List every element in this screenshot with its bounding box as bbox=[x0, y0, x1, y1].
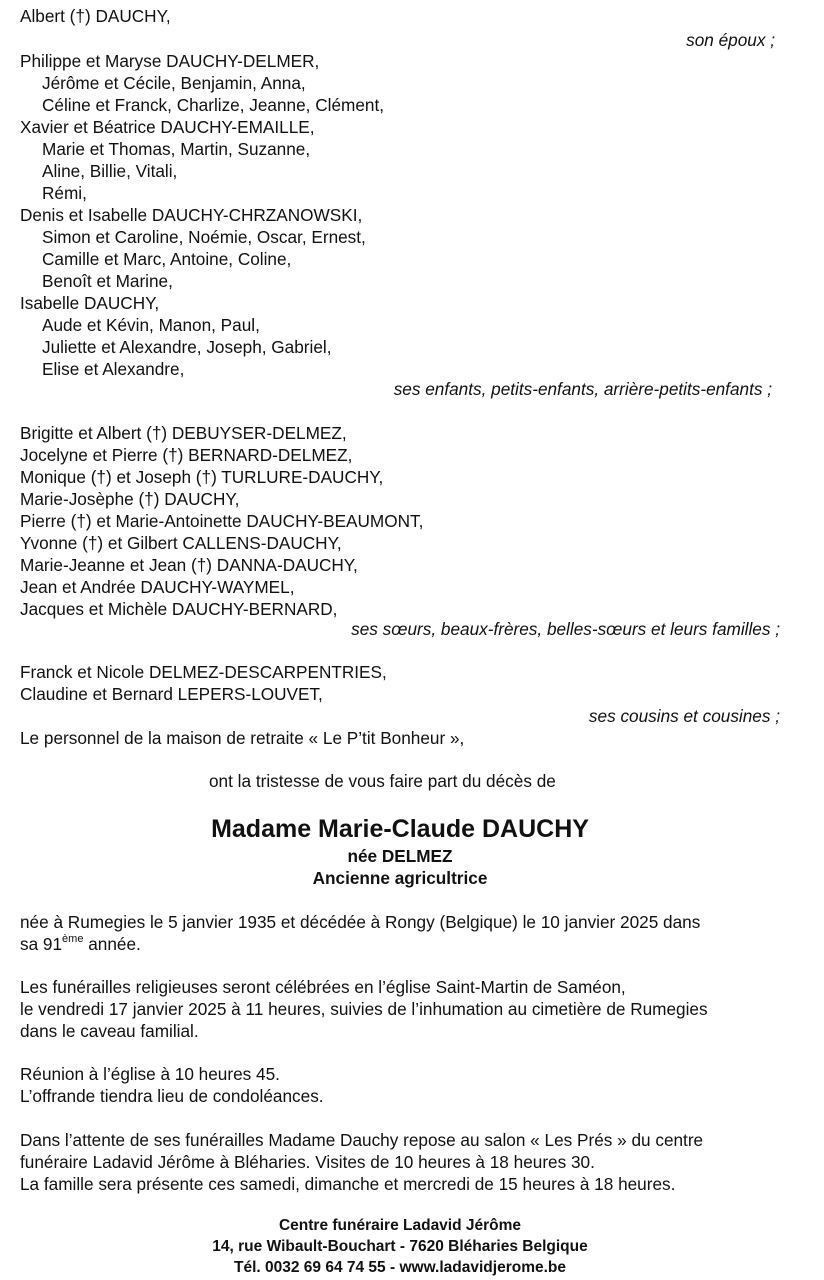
grandchild-line: Simon et Caroline, Noémie, Oscar, Ernest, bbox=[42, 227, 366, 247]
sibling-line: Marie-Josèphe (†) DAUCHY, bbox=[20, 489, 240, 509]
sibling-line: Jean et Andrée DAUCHY-WAYMEL, bbox=[20, 577, 295, 597]
visit-line: La famille sera présente ces samedi, dimanche et mercredi de 15 heures à 18 heures. bbox=[20, 1174, 676, 1194]
cousin-line: Franck et Nicole DELMEZ-DESCARPENTRIES, bbox=[20, 662, 387, 682]
deceased-occupation: Ancienne agricultrice bbox=[312, 868, 488, 888]
spouse-role: son époux ; bbox=[686, 30, 775, 50]
sibling-line: Pierre (†) et Marie-Antoinette DAUCHY-BEAUMONT, bbox=[20, 511, 424, 531]
grandchild-line: Céline et Franck, Charlize, Jeanne, Clément, bbox=[42, 95, 384, 115]
meeting-line: L’offrande tiendra lieu de condoléances. bbox=[20, 1086, 324, 1106]
funeral-line: le vendredi 17 janvier 2025 à 11 heures, suivies de l’inhumation au cimetière de Rumegies bbox=[20, 999, 708, 1019]
grandchild-line: Benoît et Marine, bbox=[42, 271, 173, 291]
visit-line: Dans l’attente de ses funérailles Madame Dauchy repose au salon « Les Prés » du centre bbox=[20, 1130, 704, 1150]
meeting-line: Réunion à l’église à 10 heures 45. bbox=[20, 1064, 280, 1084]
staff-line: Le personnel de la maison de retraite « Le P’tit Bonheur », bbox=[20, 728, 465, 748]
sibling-line: Jacques et Michèle DAUCHY-BERNARD, bbox=[20, 599, 338, 619]
cousin-line: Claudine et Bernard LEPERS-LOUVET, bbox=[20, 684, 323, 704]
footer-address: 14, rue Wibault-Bouchart - 7620 Bléharies Belgique bbox=[212, 1238, 588, 1255]
sibling-line: Brigitte et Albert (†) DEBUYSER-DELMEZ, bbox=[20, 423, 347, 443]
ordinal-suffix: ème bbox=[62, 933, 84, 946]
grandchild-line: Aline, Billie, Vitali, bbox=[42, 161, 178, 181]
grandchild-line: Aude et Kévin, Manon, Paul, bbox=[42, 315, 260, 335]
sibling-line: Marie-Jeanne et Jean (†) DANNA-DAUCHY, bbox=[20, 555, 358, 575]
child-line: Philippe et Maryse DAUCHY-DELMER, bbox=[20, 51, 320, 71]
footer-contact: Tél. 0032 69 64 74 55 - www.ladavidjerome.be bbox=[234, 1259, 566, 1276]
grandchild-line: Juliette et Alexandre, Joseph, Gabriel, bbox=[42, 337, 332, 357]
age-suffix: année. bbox=[83, 934, 141, 954]
funeral-line: Les funérailles religieuses seront célébrées en l’église Saint-Martin de Saméon, bbox=[20, 977, 626, 997]
age-prefix: sa 91 bbox=[20, 934, 63, 954]
sibling-line: Jocelyne et Pierre (†) BERNARD-DELMEZ, bbox=[20, 445, 353, 465]
grandchild-line: Elise et Alexandre, bbox=[42, 359, 185, 379]
sibling-line: Monique (†) et Joseph (†) TURLURE-DAUCHY, bbox=[20, 467, 384, 487]
child-line: Denis et Isabelle DAUCHY-CHRZANOWSKI, bbox=[20, 205, 363, 225]
deceased-maiden-name: née DELMEZ bbox=[347, 846, 453, 866]
age-line bbox=[20, 933, 824, 955]
siblings-role: ses sœurs, beaux-frères, belles-sœurs et leurs familles ; bbox=[351, 619, 780, 639]
birth-death-line: née à Rumegies le 5 janvier 1935 et décédée à Rongy (Belgique) le 10 janvier 2025 dans bbox=[20, 912, 701, 932]
announcement: ont la tristesse de vous faire part du décès de bbox=[209, 771, 556, 791]
deceased-name: Madame Marie-Claude DAUCHY bbox=[211, 815, 589, 843]
visit-line: funéraire Ladavid Jérôme à Bléharies. Visites de 10 heures à 18 heures 30. bbox=[20, 1152, 595, 1172]
grandchild-line: Camille et Marc, Antoine, Coline, bbox=[42, 249, 292, 269]
grandchild-line: Marie et Thomas, Martin, Suzanne, bbox=[42, 139, 311, 159]
cousins-role: ses cousins et cousines ; bbox=[588, 706, 780, 726]
child-line: Isabelle DAUCHY, bbox=[20, 293, 160, 313]
child-line: Xavier et Béatrice DAUCHY-EMAILLE, bbox=[20, 117, 315, 137]
footer-company: Centre funéraire Ladavid Jérôme bbox=[278, 1217, 522, 1234]
funeral-line: dans le caveau familial. bbox=[20, 1021, 199, 1041]
children-role: ses enfants, petits-enfants, arrière-petits-enfants ; bbox=[393, 379, 772, 399]
spouse-name: Albert (†) DAUCHY, bbox=[20, 6, 171, 26]
grandchild-line: Jérôme et Cécile, Benjamin, Anna, bbox=[42, 73, 306, 93]
grandchild-line: Rémi, bbox=[42, 183, 87, 203]
sibling-line: Yvonne (†) et Gilbert CALLENS-DAUCHY, bbox=[20, 533, 342, 553]
